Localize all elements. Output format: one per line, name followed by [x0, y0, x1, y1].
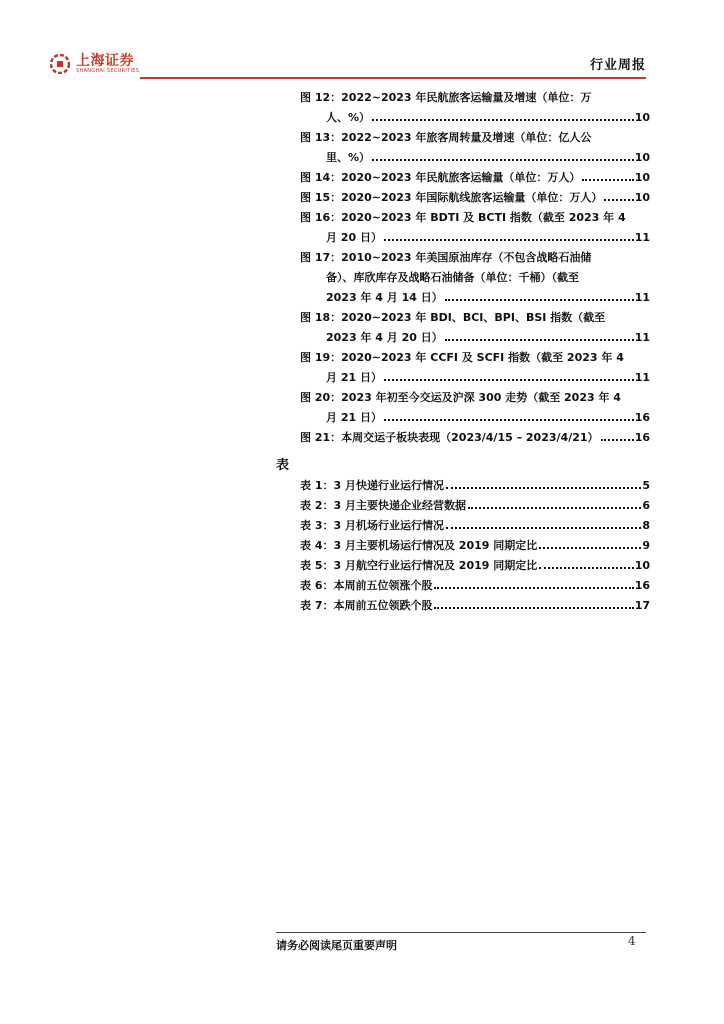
toc-entry-text: 表 2：3 月主要快递企业经营数据 — [300, 499, 466, 512]
toc-entry-text: 图 13：2022~2023 年旅客周转量及增速（单位：亿人公 — [300, 131, 592, 144]
toc-entry-text: 图 17：2010~2023 年美国原油库存（不包含战略石油储 — [300, 251, 592, 264]
toc-entry-text: 月 21 日） — [326, 371, 382, 384]
figure-toc-entry[interactable] — [300, 128, 650, 168]
toc-page-number: 16 — [634, 431, 650, 444]
toc-entry-text: 表 6：本周前五位领涨个股 — [300, 579, 433, 592]
toc-entry-text: 图 12：2022~2023 年民航旅客运输量及增速（单位：万 — [300, 91, 592, 104]
toc-entry-text: 里、%） — [326, 151, 371, 164]
table-toc-entry[interactable] — [300, 536, 650, 556]
toc-entry-text: 2023 年 4 月 14 日） — [326, 291, 443, 304]
report-type-title: 行业周报 — [589, 58, 646, 73]
dot-leader — [582, 179, 633, 181]
logo-chinese-name: 上海证券 — [76, 53, 134, 69]
figure-toc-entry[interactable] — [300, 388, 650, 428]
toc-page-number: 16 — [634, 411, 650, 424]
toc-entry-text: 2023 年 4 月 20 日） — [326, 331, 443, 344]
toc-entry-text: 人、%） — [326, 111, 371, 124]
toc-entry-text: 图 19：2020~2023 年 CCFI 及 SCFI 指数（截至 2023 年 4 — [300, 351, 624, 364]
table-toc-entry[interactable] — [300, 516, 650, 536]
toc-page-number: 17 — [634, 599, 650, 612]
table-toc-entry[interactable] — [300, 476, 650, 496]
figure-toc-entry[interactable] — [300, 88, 650, 128]
toc-entry-text: 图 21：本周交运子板块表现（2023/4/15 – 2023/4/21） — [300, 431, 599, 444]
toc-entry-text: 图 15：2020~2023 年国际航线旅客运输量（单位：万人） — [300, 191, 603, 204]
header-divider — [140, 77, 646, 79]
toc-page-number: 10 — [634, 171, 650, 184]
dot-leader — [445, 299, 634, 301]
toc-page-number: 10 — [634, 111, 650, 124]
toc-entry-text: 备）、库欣库存及战略石油储备（单位：千桶）（截至 — [326, 271, 579, 284]
dot-leader — [384, 239, 634, 241]
toc-page-number: 5 — [642, 479, 650, 492]
tables-toc — [300, 476, 650, 616]
logo-english-name: SHANGHAI SECURITIES — [76, 68, 140, 74]
toc-entry-text: 表 7：本周前五位领跌个股 — [300, 599, 433, 612]
toc-entry-text: 图 18：2020~2023 年 BDI、BCI、BPI、BSI 指数（截至 — [300, 311, 606, 324]
figure-toc-entry[interactable] — [300, 348, 650, 388]
toc-page-number: 11 — [634, 331, 650, 344]
table-toc-entry[interactable] — [300, 496, 650, 516]
figure-toc-entry[interactable] — [300, 168, 650, 188]
dot-leader — [446, 487, 641, 489]
dot-leader — [372, 159, 634, 161]
toc-entry-text: 月 21 日） — [326, 411, 382, 424]
dot-leader — [372, 119, 634, 121]
figure-toc-entry[interactable] — [300, 308, 650, 348]
toc-entry-text: 表 5：3 月航空行业运行情况及 2019 同期定比 — [300, 559, 538, 572]
toc-entry-text: 图 16：2020~2023 年 BDTI 及 BCTI 指数（截至 2023 年 4 — [300, 211, 626, 224]
toc-page-number: 16 — [634, 579, 650, 592]
table-toc-entry[interactable] — [300, 596, 650, 616]
dot-leader — [601, 439, 634, 441]
dot-leader — [434, 587, 633, 589]
dot-leader — [445, 339, 634, 341]
dot-leader — [434, 607, 633, 609]
toc-page-number: 11 — [634, 291, 650, 304]
dot-leader — [384, 379, 634, 381]
figure-toc-entry[interactable] — [300, 428, 650, 448]
footer-divider — [276, 932, 646, 933]
toc-page-number: 6 — [642, 499, 650, 512]
toc-entry-text: 表 1：3 月快递行业运行情况 — [300, 479, 444, 492]
dot-leader — [468, 507, 641, 509]
dot-leader — [539, 547, 641, 549]
toc-page-number: 10 — [634, 191, 650, 204]
figures-toc — [300, 88, 650, 448]
toc-entry-text: 表 4：3 月主要机场运行情况及 2019 同期定比 — [300, 539, 538, 552]
toc-entry-text: 图 14：2020~2023 年民航旅客运输量（单位：万人） — [300, 171, 581, 184]
company-logo — [50, 54, 139, 74]
figure-toc-entry[interactable] — [300, 248, 650, 308]
toc-page-number: 8 — [642, 519, 650, 532]
page-header — [50, 50, 646, 80]
toc-page-number: 10 — [634, 151, 650, 164]
toc-page-number: 9 — [642, 539, 650, 552]
dot-leader — [384, 419, 634, 421]
toc-page-number: 10 — [634, 559, 650, 572]
toc-page-number: 11 — [634, 231, 650, 244]
toc-entry-text: 表 3：3 月机场行业运行情况 — [300, 519, 444, 532]
dot-leader — [604, 199, 633, 201]
page-number: 4 — [628, 934, 636, 948]
toc-page-number: 11 — [634, 371, 650, 384]
figure-toc-entry[interactable] — [300, 208, 650, 248]
logo-emblem-icon — [50, 54, 70, 74]
figure-toc-entry[interactable] — [300, 188, 650, 208]
tables-section-heading: 表 — [276, 458, 290, 473]
table-toc-entry[interactable] — [300, 576, 650, 596]
dot-leader — [539, 567, 633, 569]
table-toc-entry[interactable] — [300, 556, 650, 576]
toc-entry-text: 月 20 日） — [326, 231, 382, 244]
dot-leader — [446, 527, 641, 529]
toc-entry-text: 图 20：2023 年初至今交运及沪深 300 走势（截至 2023 年 4 — [300, 391, 621, 404]
disclaimer-text: 请务必阅读尾页重要声明 — [276, 939, 397, 952]
